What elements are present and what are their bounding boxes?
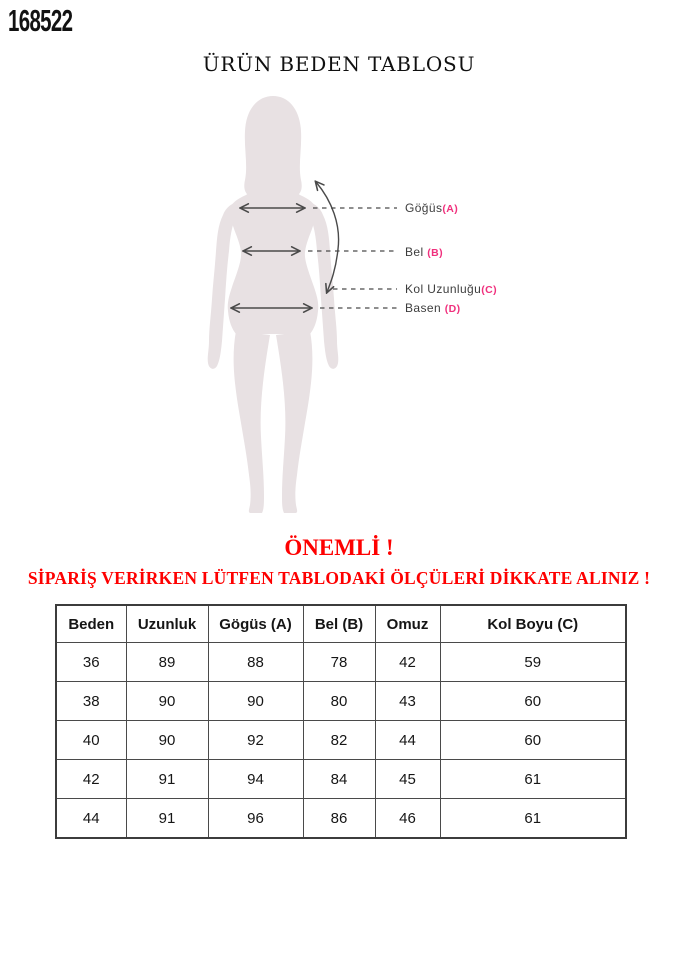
table-row	[56, 760, 626, 799]
chest-measure-label	[405, 201, 458, 215]
cell-uzunluk: 91	[126, 799, 208, 839]
cell-kol-boyu: 60	[440, 682, 626, 721]
column-header-kol-boyu: Kol Boyu (C)	[440, 605, 626, 643]
cell-uzunluk: 89	[126, 643, 208, 682]
cell-gogus: 92	[208, 721, 303, 760]
hip-measure-letter: (D)	[444, 303, 461, 315]
chest-measure-letter: (A)	[442, 203, 459, 215]
body-measurement-diagram	[180, 85, 510, 515]
column-header-omuz: Omuz	[375, 605, 440, 643]
cell-uzunluk: 90	[126, 721, 208, 760]
cell-kol-boyu: 61	[440, 799, 626, 839]
cell-omuz: 43	[375, 682, 440, 721]
cell-omuz: 44	[375, 721, 440, 760]
female-silhouette	[208, 96, 339, 513]
cell-bel: 84	[303, 760, 375, 799]
arm-length-measure-label	[405, 282, 497, 296]
cell-beden: 36	[56, 643, 126, 682]
body-silhouette-illustration	[180, 85, 400, 515]
cell-omuz: 45	[375, 760, 440, 799]
cell-omuz: 46	[375, 799, 440, 839]
column-header-bel: Bel (B)	[303, 605, 375, 643]
cell-beden: 38	[56, 682, 126, 721]
column-header-gogus: Gögüs (A)	[208, 605, 303, 643]
size-table-header-row	[56, 605, 626, 643]
page-title: ÜRÜN BEDEN TABLOSU	[202, 52, 476, 76]
product-code: 168522	[8, 3, 73, 38]
table-row	[56, 721, 626, 760]
column-header-uzunluk: Uzunluk	[126, 605, 208, 643]
table-row	[56, 799, 626, 839]
important-heading: ÖNEMLİ !	[284, 535, 394, 560]
cell-uzunluk: 91	[126, 760, 208, 799]
order-warning-text: SİPARİŞ VERİRKEN LÜTFEN TABLODAKİ ÖLÇÜLERİ DİKKATE ALINIZ !	[27, 568, 651, 588]
cell-beden: 44	[56, 799, 126, 839]
cell-kol-boyu: 59	[440, 643, 626, 682]
cell-uzunluk: 90	[126, 682, 208, 721]
cell-gogus: 94	[208, 760, 303, 799]
cell-gogus: 88	[208, 643, 303, 682]
cell-kol-boyu: 61	[440, 760, 626, 799]
waist-measure-letter: (B)	[427, 247, 444, 259]
hip-measure-label	[405, 301, 461, 315]
column-header-beden: Beden	[56, 605, 126, 643]
cell-beden: 40	[56, 721, 126, 760]
cell-bel: 80	[303, 682, 375, 721]
cell-bel: 82	[303, 721, 375, 760]
table-row	[56, 682, 626, 721]
size-table	[55, 604, 627, 839]
cell-beden: 42	[56, 760, 126, 799]
arm-length-measure-letter: (C)	[481, 284, 497, 296]
cell-omuz: 42	[375, 643, 440, 682]
cell-gogus: 96	[208, 799, 303, 839]
cell-bel: 86	[303, 799, 375, 839]
cell-bel: 78	[303, 643, 375, 682]
chest-measure-name: Göğüs	[405, 201, 443, 215]
waist-measure-name: Bel	[405, 245, 428, 259]
arm-length-measure-name: Kol Uzunluğu	[405, 282, 482, 296]
table-row	[56, 643, 626, 682]
waist-measure-label	[405, 245, 443, 259]
cell-kol-boyu: 60	[440, 721, 626, 760]
cell-gogus: 90	[208, 682, 303, 721]
hip-measure-name: Basen	[405, 301, 445, 315]
